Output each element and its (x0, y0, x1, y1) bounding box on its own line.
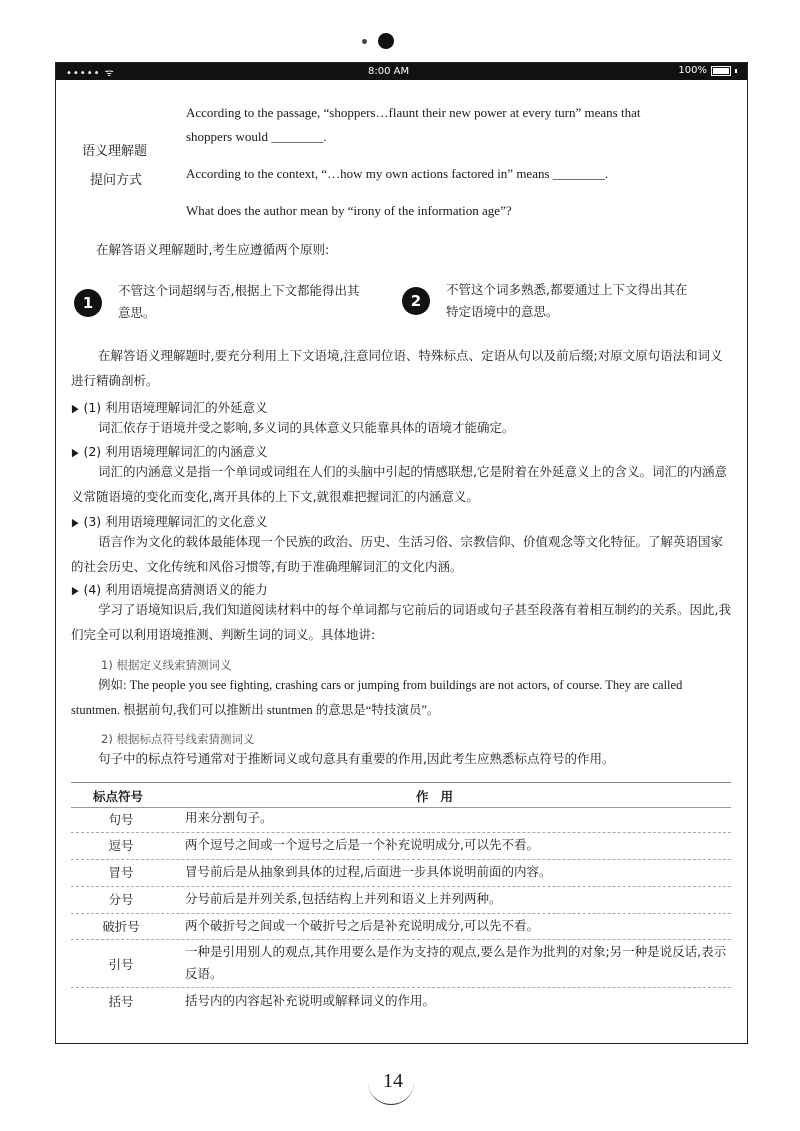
cell-punct-use: 括号内的内容起补充说明或解释词义的作用。 (185, 993, 436, 1008)
table-header (71, 782, 731, 808)
question-3: What does the author mean by “irony of the information age”? (186, 203, 512, 218)
principle-2-badge: 2 (402, 287, 430, 315)
section-4-body: 学习了语境知识后,我们知道阅读材料中的每个单词都与它前后的词语或句子甚至段落有着相互制约的关系。因此,我们完全可以利用语境推测、判断生词的词义。具体地讲: (71, 602, 731, 642)
table-row (71, 886, 731, 914)
chevron-right-icon: ▶ (71, 516, 79, 529)
chevron-right-icon: ▶ (71, 584, 79, 597)
cell-punct-name: 破折号 (102, 919, 140, 934)
principle-1-badge: 1 (74, 289, 102, 317)
sensor-dot (362, 39, 367, 44)
section-4-title: ▶ (4) 利用语境提高猜测语义的能力 (71, 580, 268, 601)
principle-2-text: 不管这个词多熟悉,都要通过上下文得出其在特定语境中的意思。 (446, 282, 688, 319)
chevron-right-icon: ▶ (71, 402, 79, 415)
battery-percent: 100% (678, 65, 707, 76)
sub-heading-1: 1) 根据定义线索猜测词义 (101, 658, 232, 672)
device-screen (55, 62, 748, 1044)
page-number: 14 (383, 1070, 403, 1092)
cell-punct-use: 用来分割句子。 (185, 810, 273, 825)
cell-punct-name: 冒号 (108, 865, 134, 880)
table-row (71, 832, 731, 860)
cell-punct-use: 一种是引用别人的观点,其作用要么是作为支持的观点,要么是作为批判的对象;另一种是说反话,表示反语。 (185, 944, 727, 981)
table-row (71, 939, 731, 988)
status-time: 8:00 AM (368, 66, 410, 77)
tag-line-2: 提问方式 (90, 173, 143, 188)
intro-text: 在解答语义理解题时,考生应遵循两个原则: (96, 242, 330, 257)
principle-1-text: 不管这个词超纲与否,根据上下文都能得出其意思。 (118, 283, 360, 320)
punctuation-intro: 句子中的标点符号通常对于推断词义或句意具有重要的作用,因此考生应熟悉标点符号的作用。 (98, 751, 615, 766)
section-3-body: 语言作为文化的载体最能体现一个民族的政治、历史、生活习俗、宗教信仰、价值观念等文化特征。了解英语国家的社会历史、文化传统和风俗习惯等,有助于准确理解词汇的文化内涵。 (71, 534, 724, 574)
camera-icon (378, 33, 394, 49)
section-1-body: 词汇依存于语境并受之影响,多义词的具体意义只能靠具体的语境才能确定。 (98, 420, 515, 435)
intro-paragraph: 在解答语义理解题时,要充分利用上下文语境,注意同位语、特殊标点、定语从句以及前后缀;对原文原句语法和词义进行精确剖析。 (71, 348, 723, 388)
table-row (71, 987, 731, 1015)
question-1b: shoppers would ________. (186, 129, 327, 144)
tag-line-1: 语义理解题 (82, 144, 148, 159)
question-2: According to the context, “…how my own actions factored in” means ________. (186, 166, 609, 181)
signal-indicator: ••••• ᯤ (66, 68, 115, 79)
chevron-right-icon: ▶ (71, 446, 79, 459)
table-row (71, 913, 731, 940)
header-function: 作用 (416, 789, 466, 804)
battery-icon (711, 66, 731, 76)
cell-punct-use: 两个破折号之间或一个破折号之后是补充说明成分,可以先不看。 (185, 918, 539, 933)
cell-punct-use: 冒号前后是从抽象到具体的过程,后面进一步具体说明前面的内容。 (185, 864, 552, 879)
section-3-title: ▶ (3) 利用语境理解词汇的文化意义 (71, 512, 268, 533)
status-bar (56, 63, 747, 80)
cell-punct-name: 括号 (108, 994, 134, 1009)
header-punctuation: 标点符号 (93, 789, 144, 804)
section-2-title: ▶ (2) 利用语境理解词汇的内涵意义 (71, 442, 268, 463)
cell-punct-name: 逗号 (108, 838, 134, 853)
cell-punct-name: 分号 (108, 892, 134, 907)
section-1-title: ▶ (1) 利用语境理解词汇的外延意义 (71, 398, 268, 419)
table-row (71, 807, 731, 833)
sub-heading-2: 2) 根据标点符号线索猜测词义 (101, 732, 255, 746)
cell-punct-name: 句号 (108, 812, 134, 827)
cell-punct-use: 两个逗号之间或一个逗号之后是一个补充说明成分,可以先不看。 (185, 837, 539, 852)
question-1a: According to the passage, “shoppers…flaunt their new power at every turn” means that (186, 105, 641, 120)
cell-punct-use: 分号前后是并列关系,包括结构上并列和语义上并列两种。 (185, 891, 502, 906)
battery-indicator (678, 65, 737, 76)
section-2-body: 词汇的内涵意义是指一个单词或词组在人们的头脑中引起的情感联想,它是附着在外延意义上的含义。词汇的内涵意义常随语境的变化而变化,离开具体的上下文,就很难把握词汇的内涵意义。 (71, 464, 727, 504)
table-row (71, 859, 731, 887)
cell-punct-name: 引号 (108, 957, 134, 972)
example-paragraph: 例如: The people you see fighting, crashing cars or jumping from buildings are not actors, of course. They are called stuntmen. 根据前句,我们可以推断出 stuntmen 的意思是“特技演员”。 (71, 678, 683, 717)
